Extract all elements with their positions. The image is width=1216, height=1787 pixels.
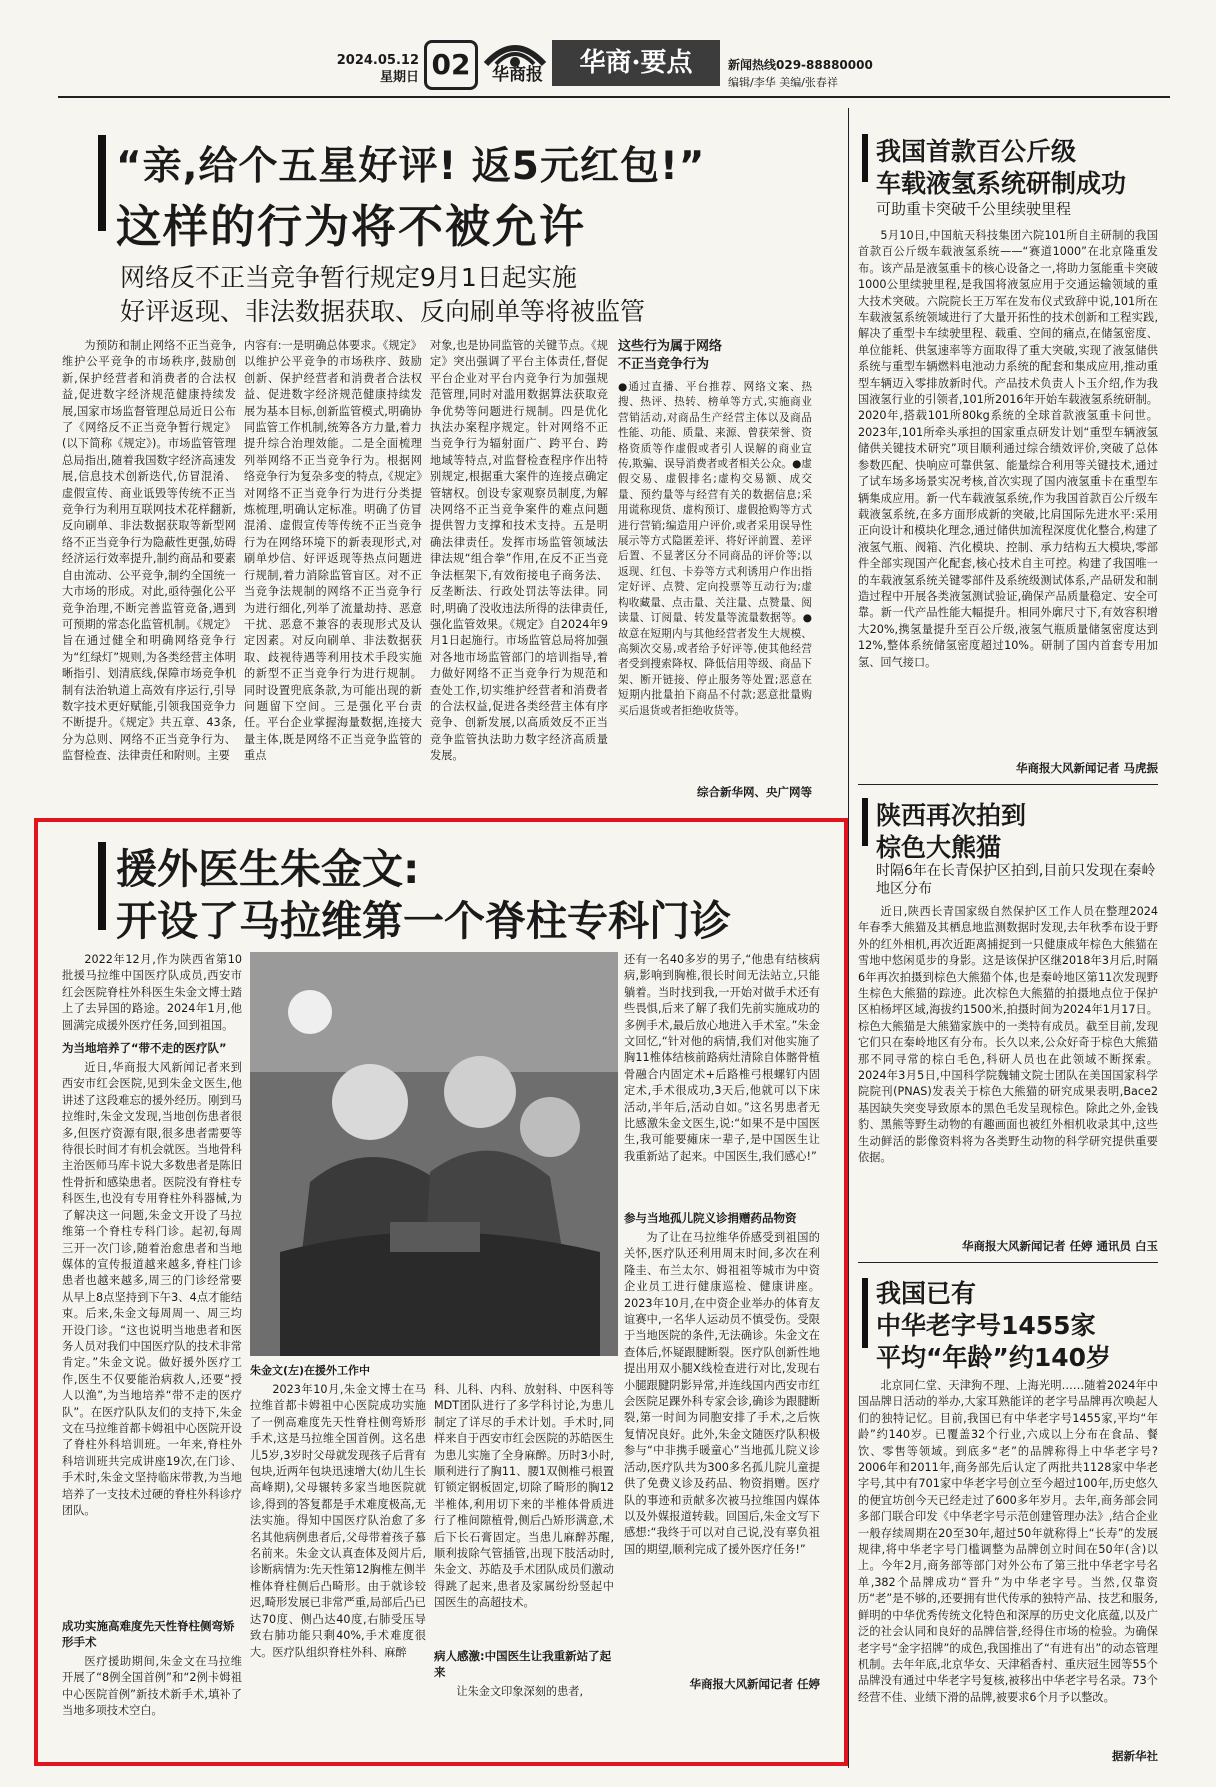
sidebar-body: ●通过直播、平台推荐、网络文案、热搜、热评、热转、榜单等方式,实施商业营销活动,对商品生产经营主体以及商品性能、功能、质量、来源、曾获荣誉、资格资质等作虚假或者引人误解的商业宣传,欺骗、误导消费者或者相关公众。●虚假交易、虚假排名;虚构交易额、成交量、预约量等与经营有关的数据信息;采用谎称现货、虚构预订、虚假抢购等方式进行营销;编造用户评价,或者采用误导性展示等方式隐匿差评、将好评前置、差评后置、不显著区分不同商品的评价等;以返现、红包、卡券等方式利诱用户作出指定好评、点赞、定向投票等互动行为;虚构收藏量、点击量、关注量、点赞量、阅读量、订阅量、转发量等流量数据等。●故意在短期内与其他经营者发生大规模、高频次交易,或者给予好评等,使其他经营者受到搜索降权、降低信用等级、商品下架、断开链接、停止服务等处置;恶意在短期内批量拍下商品不付款;恶意批量购买后退货或者拒绝收货等。: [618, 381, 812, 717]
lead-headline: 这样的行为将不被允许: [116, 200, 587, 253]
feature-col-c-text: 2023年10月,朱金文博士在马拉维首都卡姆祖中心医院成功实施了一例高难度先天性脊柱侧弯矫形手术,这是马拉维全国首例。这名患儿5岁,3岁时父母就发现孩子后背有包块,近两年包块迅速增大(幼儿生长高峰期),父母辗转多家当地医院就诊,得到的答复都是手术难度极高,无法实施。得知中国医疗队治愈了多名其他病例患者后,父母带着孩子慕名前来。朱金文认真查体及阅片后,诊断病情为:先天性第12胸椎左侧半椎体脊柱侧后凸畸形。由于就诊较迟,畸形发展已非常严重,局部后凸已达70度、侧凸达40度,右肺受压导致右肺功能只剩40%,手术难度很大。医疗队组织脊柱外科、麻醉: [250, 1383, 426, 1659]
headline-accent-bar: [98, 135, 106, 231]
right-divider-2: [858, 1262, 1158, 1263]
right2-byline: 华商报大风新闻记者 任婷 通讯员 白玉: [961, 1239, 1158, 1253]
column-divider: [848, 108, 849, 1768]
date-text: 2024.05.12: [336, 53, 419, 68]
lead-col3-text: 对象,也是协同监管的关键节点。《规定》突出强调了平台主体责任,督促平台企业对平台内竞争行为加强规范管理,同时对滥用数据算法获取竞争优势等问题进行规制。四是优化执法办案程序规定。针对网络不正当竞争行为辐射面广、跨平台、跨地域等特点,对监督检查程序作出特别规定,根据重大案件的连接点确定管辖权。创设专家观察员制度,为解决网络不正当竞争案件的难点问题提供智力支撑和技术支持。五是明确法律责任。发挥市场监管领域法律法规“组合拳”作用,在反不正当竞争法框架下,有效衔接电子商务法、反垄断法、行政处罚法等法律。同时,明确了没收违法所得的法律责任,强化监管效果。《规定》自2024年9月1日起施行。市场监管总局将加强对各地市场监管部门的培训指导,着力做好网络不正当竞争行为规范和查处工作,切实维护经营者和消费者的合法权益,促进各类经营主体有序竞争、创新发展,以高质效反不正当竞争监管执法助力数字经济高质量发展。: [430, 339, 608, 763]
right1-subheadline: 可助重卡突破千公里续驶里程: [876, 200, 1072, 218]
lead-subheadline-2: 好评返现、非法数据获取、反向刷单等将被监管: [120, 297, 646, 326]
newspaper-logo-text: 华商报: [492, 65, 543, 85]
feature-column-e: [624, 952, 820, 1748]
lead-column-2: [244, 338, 422, 808]
right3-body: [858, 1378, 1158, 1746]
right2-subheadline: 时隔6年在长青保护区拍到,目前只发现在秦岭地区分布: [876, 863, 1156, 897]
lead-col1-text: 为预防和制止网络不正当竞争,维护公平竞争的市场秩序,鼓励创新,保护经营者和消费者的合法权益,促进数字经济规范健康持续发展,国家市场监督管理总局近日公布了《网络反不正当竞争暂行规定》(以下简称《规定》)。市场监管管理总局指出,随着我国数字经济高速发展,信息技术创新迭代,仿冒混淆、虚假宣传、商业诋毁等传统不正当竞争行为利用互联网技术花样翻新,反向刷单、非法数据获取等新型网络不正当竞争行为隐蔽性更强,妨碍经济运行效率提升,制约商品和要素自由流动、公平竞争,制约全国统一大市场的形成。对此,亟待强化公平竞争治理,不断完善监管竞备,遇到可预期的常态化监管机制。《规定》旨在通过健全和明确网络竞争行为“红绿灯”规则,为各类经营主体明晰指引、划清底线,保障市场竞争机制有法治轨道上高效有序运行,引导数字技术更好赋能,引领我国竞争力不断提升。《规定》共五章、43条,分为总则、网络不正当竞争行为、监督检查、法律责任和附则。主要: [62, 339, 236, 763]
feature-body-3: [434, 1684, 614, 1700]
right-divider-1: [858, 784, 1158, 785]
right2-body: [858, 904, 1158, 1236]
feature-intro-text: 2022年12月,作为陕西省第10批援马拉维中国医疗队成员,西安市红会医院脊柱外科医生朱金文博士踏上了去异国的路途。2024年1月,他圆满完成援外医疗任务,回到祖国。: [62, 953, 242, 1032]
issue-date: [335, 52, 419, 86]
feature-body-4: [624, 1230, 820, 1676]
photo-caption: 朱金文(左)在援外工作中: [250, 1364, 371, 1377]
lead-column-1: [62, 338, 236, 808]
right2-headline-1: 陕西再次拍到: [876, 801, 1027, 830]
right3-headline-1: 我国已有: [876, 1279, 977, 1308]
right3-body-text: 北京同仁堂、天津狗不理、上海光明……随着2024年中国品牌日活动的举办,大家耳熟能详的老字号品牌再次唤起人们的独特记忆。目前,我国已有中华老字号1455家,平均“年龄”约140岁。已覆盖32个行业,六成以上分布在食品、餐饮、零售等领域。到底多“老”的品牌称得上中华老字号?2006年和2011年,商务部先后认定了两批共1128家中华老字号,其中有701家中华老字号创立至今超过100年,历史悠久的便宜坊创今天已经走过了600多年岁月。去年,商务部会同多部门联合印发《中华老字号示范创建管理办法》,结合企业一般存续周期在20至30年,超过50年就称得上“长寿”的发展规律,将中华老字号门槛调整为品牌创立时间在50年(含)以上。今年2月,商务部等部门对外公布了第三批中华老字号名单,382个品牌成功“晋升”为中华老字号。当然,仅靠资历“老”是不够的,还要拥有世代传承的独特产品、技艺和服务,鲜明的中华优秀传统文化特色和深厚的历史文化底蕴,以及广泛的社会认同和良好的品牌信誉,经得住市场的检验。为确保老字号“金字招牌”的成色,我国推出了“有进有出”的动态管理机制。去年年底,北京华女、天津稻香村、重庆冠生园等55个品牌没有通过中华老字号复核,被移出中华老字号名录。73个经营不佳、业绩下滑的品牌,被要求6个月予以整改。: [858, 1379, 1158, 1704]
feature-body-3-text: 让朱金文印象深刻的患者,: [456, 1685, 584, 1698]
right1-headline-2: 车载液氢系统研制成功: [876, 169, 1127, 198]
right1-accent-bar: [862, 134, 868, 182]
masthead-rule: [58, 96, 1170, 98]
feature-headline-2: 开设了马拉维第一个脊柱专科门诊: [116, 897, 731, 945]
feature-column-1: [62, 952, 242, 1748]
feature-byline: 华商报大风新闻记者 任婷: [689, 1677, 820, 1691]
surgery-scene-icon: [250, 952, 618, 1356]
right3-headline-2: 中华老字号1455家: [876, 1311, 1096, 1340]
right3-byline: 据新华社: [1112, 1749, 1158, 1763]
feature-column-c: [250, 1382, 426, 1742]
feature-body-1: [62, 1060, 242, 1612]
feature-body-2: [62, 1654, 242, 1720]
feature-subhead-2: 成功实施高难度先天性脊柱侧弯矫形手术: [62, 1619, 235, 1650]
weekday-text: 星期日: [379, 70, 419, 85]
feature-column-d: [434, 1382, 614, 1748]
lead-sidebar: [618, 338, 812, 808]
feature-intro: [62, 952, 242, 1034]
news-hotline: 新闻热线029-88880000: [728, 58, 873, 72]
right3-headline-3: 平均“年龄”约140岁: [876, 1343, 1112, 1372]
right1-headline-1: 我国首款百公斤级: [876, 137, 1077, 166]
lead-credit: 综合新华网、央广网等: [697, 785, 812, 799]
lead-headline-quote: “亲,给个五星好评! 返5元红包!”: [116, 144, 706, 189]
right1-byline: 华商报大风新闻记者 马虎振: [1015, 761, 1158, 775]
feature-col-d: [434, 1382, 614, 1642]
surgery-photo: [250, 952, 618, 1356]
feature-col-d-text: 科、儿科、内科、放射科、中医科等MDT团队进行了多学科讨论,为患儿制定了详尽的手术计划。手术时,同样来自于西安市红会医院的苏皓医生为患儿实施了全身麻醉。历时3小时,顺利进行了胸11、腰1双侧椎弓根置钉锁定钢板固定,切除了畸形的胸12半椎体,利用切下来的半椎体骨质进行了椎间隙植骨,侧后凸矫形满意,术后下长石膏固定。当患儿麻醉苏醒,顺利拔除气管插管,出现下肢活动时,朱金文、苏皓及手术团队成员们激动得跳了起来,患者及家属纷纷竖起中国医生的高超技术。: [434, 1383, 614, 1610]
right2-headline-2: 棕色大熊猫: [876, 833, 1002, 862]
section-banner: 华商·要点: [552, 40, 720, 86]
feature-accent-bar: [98, 842, 106, 930]
sidebar-title: 这些行为属于网络不正当竞争行为: [618, 339, 723, 372]
right1-body: [858, 228, 1158, 756]
lead-column-3: [430, 338, 608, 808]
editor-credits: 编辑/李华 美编/张春祥: [728, 76, 838, 89]
feature-body-1-text: 近日,华商报大风新闻记者来到西安市红会医院,见到朱金文医生,他讲述了这段难忘的援外经历。刚到马拉维时,朱金文发现,当地创伤患者很多,但医疗资源有限,很多患者需要等待很长时间才有机会就医。当地骨科主治医师马库卡说大多数患者是陈旧性骨折和感染患者。医院没有脊柱专科医生,也没有专用脊柱外科器械,为了解决这一问题,朱金文开设了马拉维第一个脊柱专科门诊。起初,每周三开一次门诊,随着治愈患者和当地媒体的宣传报道越来越多,脊柱门诊患者也越来越多,周三的门诊经常要从早上8点坚持到下午3、4点才能结束。后来,朱金文每周周一、周三均开设门诊。“这也说明当地患者和医务人员对我们中国医疗队的技术非常肯定。”朱金文说。做好援外医疗工作,医生不仅要能治病救人,还要“授人以渔”,为当地培养“带不走的医疗队”。在医疗队队友们的支持下,朱金文在马拉维首都卡姆祖中心医院开设了脊柱外科培训班。一年来,脊柱外科培训班共完成讲座19次,在门诊、手术时,朱金文坚持临床带教,为当地培养了一支技术过硬的脊柱外科诊疗团队。: [62, 1061, 242, 1517]
feature-body-2-text: 医疗援助期间,朱金文在马拉维开展了“8例全国首例”和“2例卡姆祖中心医院首例”新技术新手术,填补了当地多项技术空白。: [62, 1655, 242, 1718]
feature-body-4-text: 为了让在马拉维华侨感受到祖国的关怀,医疗队还利用周末时间,多次在利隆圭、布兰太尔、姆祖祖等城市为中资企业员工进行健康巡检、健康讲座。2023年10月,在中资企业举办的体育友谊赛中,一名华人运动员不慎受伤。受限于当地医院的条件,无法确诊。朱金文在查体后,怀疑跟腱断裂。医疗队创新性地提出用双小腿X线检查进行对比,发现右小腿跟腱阴影异常,并连线国内西安市红会医院足踝外科专家会诊,确诊为跟腱断裂,第一时间为同胞安排了手术,之后恢复情况良好。此外,朱金文随医疗队积极参与“中非携手暖童心”当地孤儿院义诊活动,医疗队共为300多名孤儿院儿童提供了免费义诊及药品、物资捐赠。医疗队的事迹和贡献多次被马拉维国内媒体以及外媒报道转载。回国后,朱金文写下感想:“我终于可以对自己说,没有辜负祖国的期望,顺利完成了援外医疗任务!”: [624, 1231, 820, 1556]
feature-subhead-1: 为当地培养了“带不走的医疗队”: [62, 1041, 227, 1056]
feature-col-e-text: 还有一名40多岁的男子,“他患有结核病病,影响到胸椎,很长时间无法站立,只能躺着。当时找到我,一开始对做手术还有些畏惧,后来了解了我们先前实施成功的多例手术,最后放心地进入手术室。”朱金文回忆,“针对他的病情,我们对他实施了胸11椎体结核前路病灶清除自体髂骨植骨融合内固定术+后路椎弓根螺钉内固定术,手术很成功,3天后,他就可以下床活动,半年后,活动自如。”这名男患者无比感激朱金文医生,说:“如果不是中国医生,我可能要瘫床一辈子,是中国医生让我重新站了起来。中国医生,我们感心!”: [624, 953, 820, 1163]
feature-subhead-3: 病人感激:中国医生让我重新站了起来: [434, 1649, 612, 1679]
right2-body-text: 近日,陕西长青国家级自然保护区工作人员在整理2024年春季大熊猫及其栖息地监测数据时发现,去年秋季布设于野外的红外相机,再次近距离捕捉到一只健康成年棕色大熊猫在雪地中悠闲觅步的身影。这是该保护区继2018年3月后,时隔6年再次拍摄到棕色大熊猫个体,也是秦岭地区第11次发现野生棕色大熊猫的踪迹。此次棕色大熊猫的拍摄地点位于保护区柏杨坪区域,海拔约1500米,拍摄时间为2024年1月17日。棕色大熊猫是大熊猫家族中的一类特有成员。截至目前,发现它们只在秦岭地区有分布。长久以来,公众好奇于棕色大熊猫那不同寻常的棕白毛色,科研人员也在此领域不断探索。2024年3月5日,中国科学院魏辅文院士团队在美国国家科学院院刊(PNAS)发表关于棕色大熊猫的研究成果表明,Bace2基因缺失突变导致原本的黑色毛发呈现棕色。除此之外,金钱豹、黑熊等野生动物的有趣画面也被红外相机收录其中,这些生动鲜活的影像资料将为各类野生动物的科学研究提供重要依据。: [858, 905, 1158, 1165]
right2-accent-bar: [862, 798, 868, 846]
feature-col-e: [624, 952, 820, 1204]
page-number: 02: [424, 40, 478, 90]
lead-subheadline-1: 网络反不正当竞争暂行规定9月1日起实施: [120, 263, 577, 292]
feature-headline-1: 援外医生朱金文:: [116, 845, 420, 893]
lead-col2-text: 内容有:一是明确总体要求。《规定》以维护公平竞争的市场秩序、鼓励创新、保护经营者和消费者合法权益、促进数字经济规范健康持续发展为基本目标,创新监管模式,明确协同监管工作机制,统筹各方力量,着力提升综合治理效能。二是全面梳理列举网络不正当竞争行为。根据网络竞争行为复杂多变的特点,《规定》对网络不正当竞争行为进行分类提炼梳理,明确认定标准。明确了仿冒混淆、虚假宣传等传统不正当竞争行为在网络环境下的新表现形式,对刷单炒信、好评返现等热点问题进行规制,着力消除监管盲区。对不正当竞争法规制的网络不正当竞争行为进行细化,列举了流量劫持、恶意干扰、恶意不兼容的表现形式及认定因素。对反向刷单、非法数据获取、歧视待遇等利用技术手段实施的新型不正当竞争行为进行规制。同时设置兜底条款,为可能出现的新问题留下空间。三是强化平台责任。平台企业掌握海量数据,连接大量主体,既是网络不正当竞争监管的重点: [244, 339, 422, 763]
feature-subhead-4: 参与当地孤儿院义诊捐赠药品物资: [624, 1211, 797, 1225]
right3-accent-bar: [862, 1278, 868, 1348]
right1-body-text: 5月10日,中国航天科技集团六院101所自主研制的我国首款百公斤级车载液氢系统——“赛道1000”在北京隆重发布。该产品是液氢重卡的核心设备之一,将助力氢能重卡突破1000公里续驶里程,是我国将液氢应用于交通运输领域的重大技术突破。六院院长王万军在发布仪式致辞中说,101所在车载液氢系统领域进行了大量开拓性的技术创新和工程实践,解决了重型卡车续驶里程、载重、空间的痛点,在储氢密度、单位能耗、供氢速率等方面取得了重大突破,实现了液氢储供系统与重型车辆燃料电池动力系统的配套和集成应用,推动重型车辆迈入零排放新时代。产品技术负责人卜玉介绍,作为我国液氢行业的引领者,101所2016年开始车载液氢系统研制。2020年,搭载101所80kg系统的全球首款液氢重卡问世。2023年,101所牵头承担的国家重点研发计划“重型车辆液氢储供关键技术研究”项目顺利通过综合绩效评价,突破了总体参数匹配、快响应可靠供氢、能量综合利用等关键技术,通过了试车场多场景实况考核,首次实现了国内液氢重卡在重型车辆集成应用。新一代车载液氢系统,作为我国首款百公斤级车载液氢系统,在多方面形成新的突破,比肩国际先进水平:采用正向设计和模块化理念,通过储供加流程深度优化整合,构建了液氢气瓶、阀箱、汽化模块、控制、承力结构五大模块,零部件全部实现国产化配套,核心技术自主可控。构建了我国唯一的车载液氢系统关键零部件及系统级测试体系,产品研发和制造过程中开展各类液氢测试验证,确保产品质量稳定、安全可靠。新一代产品性能大幅提升。相同外廓尺寸下,有效容积增大20%,携氢量提升至百公斤级,液氢气瓶质量储氢密度达到12%,整体系统储氢密度超过10%。研制了国内首套专用加氢、回气接口。: [858, 229, 1158, 669]
